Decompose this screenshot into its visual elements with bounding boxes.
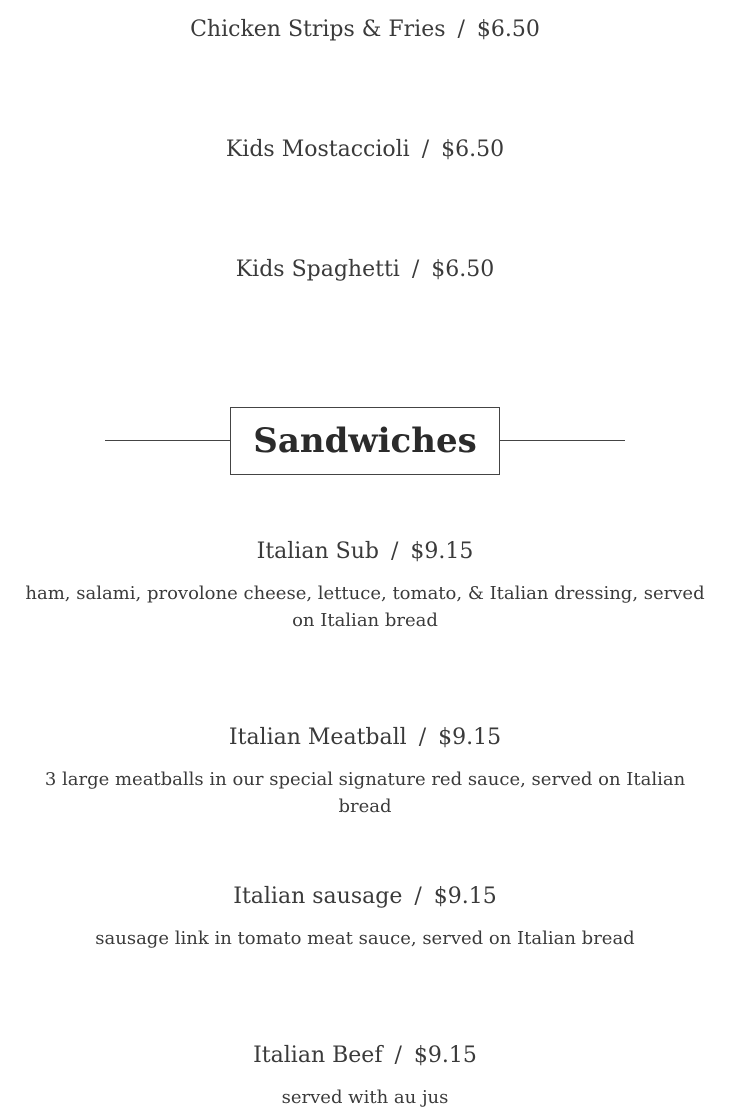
menu-item-italian-sausage	[0, 882, 730, 912]
menu-item-description: served with au jus	[281, 1087, 449, 1108]
menu-item-name: Italian Sub	[256, 539, 379, 564]
menu-item-title	[0, 723, 730, 753]
menu-item-price: $6.50	[476, 17, 540, 42]
price-separator: /	[457, 17, 465, 42]
menu-item-chicken-strips	[0, 15, 730, 45]
menu-item-description: ham, salami, provolone cheese, lettuce, tomato, & Italian dressing, served on Italian bread	[25, 583, 705, 631]
price-separator: /	[411, 257, 420, 282]
menu-item-title	[0, 537, 730, 567]
divider-left	[105, 440, 230, 441]
menu-item-title	[0, 135, 730, 165]
menu-item-description: 3 large meatballs in our special signature red sauce, served on Italian bread	[44, 769, 686, 817]
section-title: Sandwiches	[253, 421, 477, 461]
menu-item-price: $6.50	[431, 257, 495, 282]
menu-item-name: Kids Mostaccioli	[225, 137, 410, 162]
menu-item-kids-mostaccioli	[0, 135, 730, 165]
section-title-box	[230, 407, 500, 475]
menu-item-price: $9.15	[438, 725, 502, 750]
menu-item-name: Kids Spaghetti	[235, 257, 400, 282]
menu-item-italian-beef	[0, 1041, 730, 1071]
section-header-sandwiches	[0, 407, 730, 475]
menu-item-name: Italian Beef	[253, 1043, 383, 1068]
menu-item-price: $9.15	[433, 884, 497, 909]
menu-item-price: $9.15	[413, 1043, 477, 1068]
price-separator: /	[414, 884, 422, 909]
menu-item-title	[0, 15, 730, 45]
menu-item-italian-sub	[0, 537, 730, 567]
menu-item-italian-meatball	[0, 723, 730, 753]
menu-item-name: Italian Meatball	[228, 725, 407, 750]
divider-right	[500, 440, 625, 441]
menu-item-name: Chicken Strips & Fries	[190, 17, 446, 42]
menu-item-name: Italian sausage	[233, 884, 403, 909]
menu-item-price: $6.50	[441, 137, 505, 162]
price-separator: /	[421, 137, 430, 162]
menu-item-title	[0, 1041, 730, 1071]
menu-item-price: $9.15	[410, 539, 474, 564]
menu-item-description: sausage link in tomato meat sauce, served on Italian bread	[95, 928, 635, 949]
menu-item-kids-spaghetti	[0, 255, 730, 285]
price-separator: /	[390, 539, 399, 564]
menu-item-title	[0, 882, 730, 912]
price-separator: /	[418, 725, 427, 750]
price-separator: /	[394, 1043, 402, 1068]
menu-item-title	[0, 255, 730, 285]
